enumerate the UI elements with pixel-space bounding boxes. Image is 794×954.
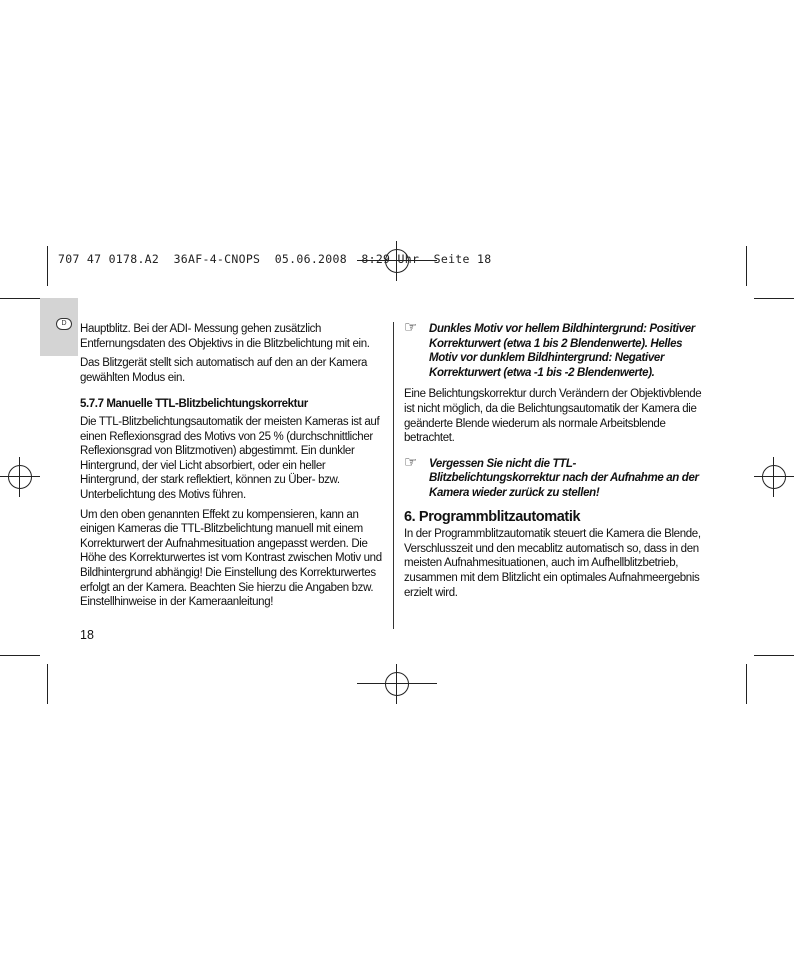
registration-mark-right (754, 457, 794, 497)
paragraph: Eine Belichtungskorrektur durch Verändern der Objektivblende ist nicht möglich, da die Belichtungsautomatik der Kamera die geänderte Blende wiederum als normale Arbeitsblende betrachtet. (404, 388, 702, 445)
paragraph: Das Blitzgerät stellt sich automatisch auf den an der Kamera gewählten Modus ein. (80, 357, 368, 384)
page-number: 18 (80, 628, 94, 642)
crop-mark-bottom-left-horizontal (0, 655, 40, 656)
crop-mark-top-left-horizontal (0, 298, 40, 299)
crop-mark-top-right-horizontal (754, 298, 794, 299)
pointing-hand-icon: ☞ (404, 319, 418, 336)
right-column (404, 319, 704, 605)
crop-mark-bottom-right-horizontal (754, 655, 794, 656)
hint-text: Vergessen Sie nicht die TTL-Blitzbelichtungskorrektur nach der Aufnahme an der Kamera wieder zurück zu stellen! (429, 457, 699, 499)
crop-mark-top-right-vertical (746, 246, 747, 286)
print-slug-line: 707 47 0178.A2 36AF-4-CNOPS 05.06.2008 8:29 Uhr Seite 18 (58, 252, 492, 266)
paragraph: Um den oben genannten Effekt zu kompensieren, kann an einigen Kameras die TTL-Blitzbelichtung manuell mit einem Korrekturwert der Aufnahmesituation angepasst werden. Die Höhe des Korrekturwertes ist vom Kontrast zwischen Motiv und Bildhintergrund abhängig! Die Einstellung des Korrekturwertes erfolgt an der Kamera. Beachten Sie hierzu die Angaben bzw. Einstellhinweise in der Kameraanleitung! (80, 508, 382, 609)
registration-mark-left (0, 457, 40, 497)
column-divider (393, 322, 394, 629)
paragraph: In der Programmblitzautomatik steuert die Kamera die Blende, Verschlusszeit und den mecablitz automatisch so, dass in den meisten Aufnahmesituationen, auch im Aufhellblitzbetrieb, zusammen mit dem Blitzlicht ein optimales Aufnahmeergebnis erzielt wird. (404, 528, 701, 599)
hint-note (404, 319, 704, 380)
hint-text: Dunkles Motiv vor hellem Bildhintergrund: Positiver Korrekturwert (etwa 1 bis 2 Blendenwerte). Helles Motiv vor dunklem Bildhintergrund: Negativer Korrekturwert (etwa -1 bis -2 Blendenwerte). (429, 323, 695, 379)
left-column (80, 322, 385, 615)
paragraph: Hauptblitz. Bei der ADI- Messung gehen zusätzlich Entfernungsdaten des Objektivs in die Blitzbelichtung mit ein. (80, 323, 370, 350)
section-heading: 5.7.7 Manuelle TTL-Blitzbelichtungskorrektur (80, 398, 308, 411)
pointing-hand-icon: ☞ (404, 453, 418, 471)
section-heading: 6. Programmblitzautomatik (404, 508, 581, 525)
crop-mark-bottom-right-vertical (746, 664, 747, 704)
crop-mark-bottom-left-vertical (47, 664, 48, 704)
registration-mark-bottom (377, 664, 417, 704)
paragraph: Die TTL-Blitzbelichtungsautomatik der meisten Kameras ist auf einen Reflexionsgrad des Motivs von 25 % (durchschnittlicher Reflexionsgrad von Blitzmotiven) abgestimmt. Ein dunkler Hintergrund, der viel Licht absorbiert, oder ein heller Hintergrund, der stark reflektiert, können zu Über- bzw. Unterbelichtung des Motivs führen. (80, 415, 380, 501)
hint-note (404, 453, 704, 501)
language-badge: D (56, 318, 72, 330)
crop-mark-top-left-vertical (47, 246, 48, 286)
